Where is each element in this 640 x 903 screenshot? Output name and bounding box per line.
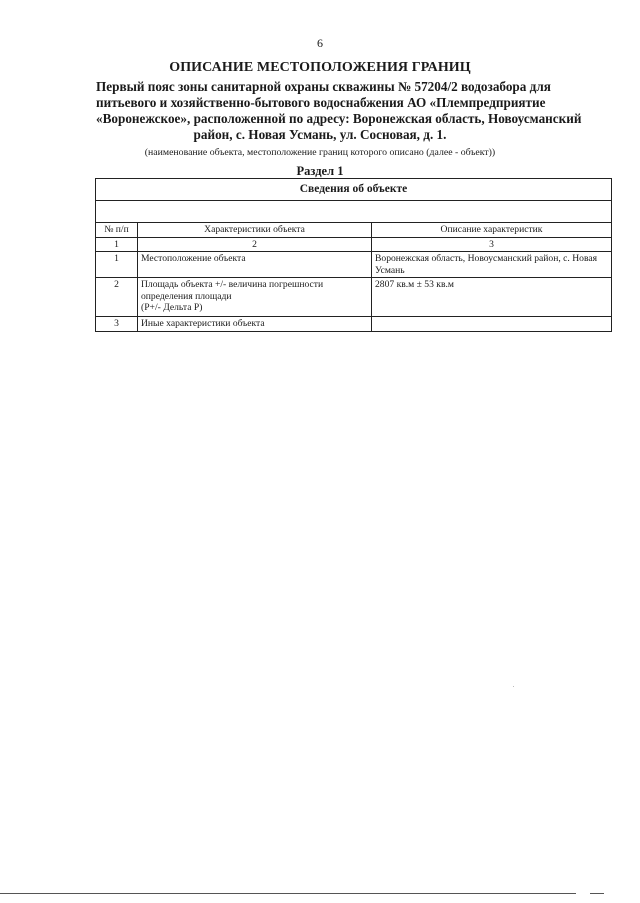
row-number: 1: [96, 252, 138, 278]
column-number: 1: [96, 237, 138, 252]
bottom-rule: [0, 893, 576, 894]
page-number: 6: [317, 36, 323, 50]
table-spacer-row: [96, 201, 612, 223]
column-header-num: № п/п: [96, 223, 138, 238]
subtitle-note: (наименование объекта, местоположение границ которого описано (далее - объект)): [144, 147, 496, 158]
section-title: Раздел 1: [296, 164, 344, 178]
row-characteristic: [138, 278, 372, 317]
column-header-description: Описание характеристик: [372, 223, 612, 238]
row-characteristic: Иные характеристики объекта: [138, 317, 372, 332]
subtitle-line: Первый пояс зоны санитарной охраны скважины № 57204/2 водозабора для: [96, 79, 551, 94]
column-number: 3: [372, 237, 612, 252]
document-title: ОПИСАНИЕ МЕСТОПОЛОЖЕНИЯ ГРАНИЦ: [169, 60, 471, 75]
row-characteristic-line: определения площади: [141, 290, 232, 302]
column-header-characteristic: Характеристики объекта: [138, 223, 372, 238]
row-number: 3: [96, 317, 138, 332]
row-description: [372, 317, 612, 332]
subtitle-line: район, с. Новая Усмань, ул. Сосновая, д. 1.: [193, 127, 447, 142]
table-header-row: [96, 223, 612, 238]
row-description: Воронежская область, Новоусманский район, с. Новая Усмань: [372, 252, 612, 278]
column-number: 2: [138, 237, 372, 252]
table-column-number-row: [96, 237, 612, 252]
table-row: [96, 317, 612, 332]
table-row: [96, 278, 612, 317]
row-description: 2807 кв.м ± 53 кв.м: [372, 278, 612, 317]
row-characteristic-line: Площадь объекта +/- величина погрешности: [141, 279, 324, 290]
document-subtitle: [96, 79, 582, 143]
object-info-table: [95, 178, 612, 332]
subtitle-line: питьевого и хозяйственно-бытового водоснабжения АО «Племпредприятие: [96, 95, 546, 110]
subtitle-line: «Воронежское», расположенной по адресу: Воронежская область, Новоусманский: [96, 111, 582, 126]
scan-speck: [513, 686, 514, 687]
row-number: 2: [96, 278, 138, 317]
table-heading: Сведения об объекте: [96, 179, 612, 201]
table-row: [96, 252, 612, 278]
row-characteristic-line: (P+/- Дельта P): [141, 302, 203, 313]
bottom-rule-dash: [590, 893, 604, 894]
row-characteristic: Местоположение объекта: [138, 252, 372, 278]
